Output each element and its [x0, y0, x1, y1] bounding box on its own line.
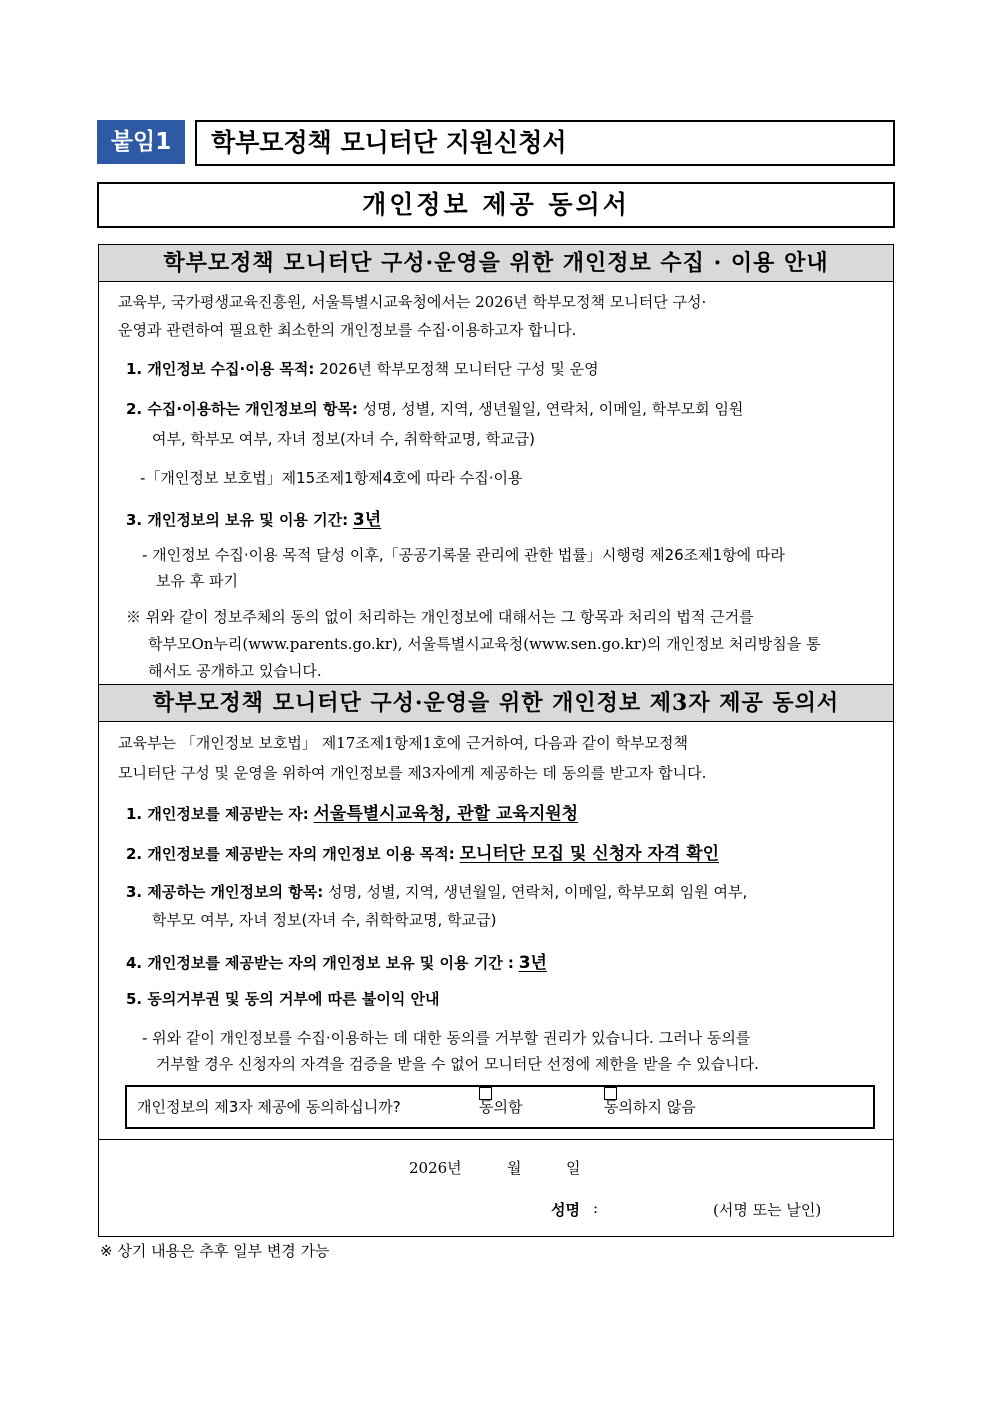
- signature-divider: [99, 1139, 893, 1140]
- section1-notice-line3: 해서도 공개하고 있습니다.: [148, 662, 322, 680]
- section2-item1-value: 서울특별시교육청, 관할 교육지원청: [313, 804, 579, 824]
- attachment-tag: 붙임1: [97, 120, 185, 164]
- section2-item3-label: 3. 제공하는 개인정보의 항목:: [126, 883, 324, 901]
- section2-intro-line1: 교육부는 「개인정보 보호법」 제17조제1항제1호에 근거하여, 다음과 같이 학부모정책: [118, 734, 689, 752]
- signature-month: 월: [507, 1159, 522, 1177]
- section2-item2-label: 2. 개인정보를 제공받는 자의 개인정보 이용 목적:: [126, 845, 455, 863]
- section1-heading: 학부모정책 모니터단 구성·운영을 위한 개인정보 수집 · 이용 안내: [99, 244, 893, 282]
- section2-item2-value: 모니터단 모집 및 신청자 자격 확인: [459, 844, 720, 864]
- section1-item1: [126, 358, 599, 379]
- signature-hint: (서명 또는 날인): [713, 1201, 822, 1219]
- section2-item3: [126, 881, 747, 902]
- consent-question: 개인정보의 제3자 제공에 동의하십니까?: [137, 1098, 401, 1116]
- section2-item2: [126, 839, 719, 864]
- section1-item3-note-line2: 보유 후 파기: [156, 572, 238, 590]
- section1-item2-continuation: 여부, 학부모 여부, 자녀 정보(자녀 수, 취학학교명, 학교급): [152, 430, 535, 448]
- section1-intro-line1: 교육부, 국가평생교육진흥원, 서울특별시교육청에서는 2026년 학부모정책 모니터단 구성·: [118, 293, 707, 311]
- section2-item5-note-line2: 거부할 경우 신청자의 자격을 검증을 받을 수 없어 모니터단 선정에 제한을 받을 수 있습니다.: [156, 1055, 759, 1073]
- section1-item2-value: 성명, 성별, 지역, 생년월일, 연락처, 이메일, 학부모회 임원: [362, 400, 744, 418]
- section2-item4-value: 3년: [518, 953, 547, 973]
- section1-item3-label: 3. 개인정보의 보유 및 이용 기간:: [126, 511, 349, 529]
- section2-item1: [126, 799, 578, 824]
- consent-question-box: [125, 1085, 875, 1129]
- section2-intro-line2: 모니터단 구성 및 운영을 위하여 개인정보를 제3자에게 제공하는 데 동의를 받고자 합니다.: [118, 764, 707, 782]
- section2-item3-continuation: 학부모 여부, 자녀 정보(자녀 수, 취학학교명, 학교급): [152, 911, 497, 929]
- signature-name-label: 성명: [551, 1201, 580, 1219]
- signature-colon: :: [593, 1199, 599, 1217]
- section2-item3-value: 성명, 성별, 지역, 생년월일, 연락처, 이메일, 학부모회 임원 여부,: [327, 883, 748, 901]
- section2-item1-label: 1. 개인정보를 제공받는 자:: [126, 805, 309, 823]
- section2-item5-label: 5. 동의거부권 및 동의 거부에 따른 불이익 안내: [126, 990, 440, 1008]
- signature-year: 2026년: [409, 1159, 462, 1177]
- section1-item3-note-line1: - 개인정보 수집·이용 목적 달성 이후,「공공기록물 관리에 관한 법률」시행령 제26조제1항에 따라: [142, 546, 785, 564]
- form-title: 학부모정책 모니터단 지원신청서: [195, 120, 895, 166]
- section1-item1-label: 1. 개인정보 수집·이용 목적:: [126, 360, 315, 378]
- agree-label: 동의함: [479, 1098, 523, 1116]
- section1-item2-label: 2. 수집·이용하는 개인정보의 항목:: [126, 400, 358, 418]
- section2-item4: [126, 948, 547, 973]
- section1-item2-note: -「개인정보 보호법」제15조제1항제4호에 따라 수집·이용: [140, 469, 523, 487]
- section1-intro-line2: 운영과 관련하여 필요한 최소한의 개인정보를 수집·이용하고자 합니다.: [118, 321, 577, 339]
- section2-item5-note-line1: - 위와 같이 개인정보를 수집·이용하는 데 대한 동의를 거부할 권리가 있습니다. 그러나 동의를: [142, 1029, 751, 1047]
- section2-heading: 학부모정책 모니터단 구성·운영을 위한 개인정보 제3자 제공 동의서: [99, 684, 893, 722]
- section1-item3-value: 3년: [352, 510, 382, 530]
- section1-item3: [126, 505, 381, 530]
- footer-note: ※ 상기 내용은 추후 일부 변경 가능: [100, 1242, 330, 1260]
- section1-item1-value: 2026년 학부모정책 모니터단 구성 및 운영: [319, 360, 599, 378]
- consent-form-frame: [98, 244, 894, 1237]
- section1-notice-line2: 학부모On누리(www.parents.go.kr), 서울특별시교육청(www.sen.go.kr)의 개인정보 처리방침을 통: [148, 635, 821, 653]
- section1-notice-line1: ※ 위와 같이 정보주체의 동의 없이 처리하는 개인정보에 대해서는 그 항목과 처리의 법적 근거를: [126, 608, 754, 626]
- section1-item2: [126, 398, 743, 419]
- section2-item4-label: 4. 개인정보를 제공받는 자의 개인정보 보유 및 이용 기간 :: [126, 954, 514, 972]
- disagree-label: 동의하지 않음: [604, 1098, 696, 1116]
- document-title: 개인정보 제공 동의서: [97, 182, 895, 228]
- signature-day: 일: [566, 1159, 581, 1177]
